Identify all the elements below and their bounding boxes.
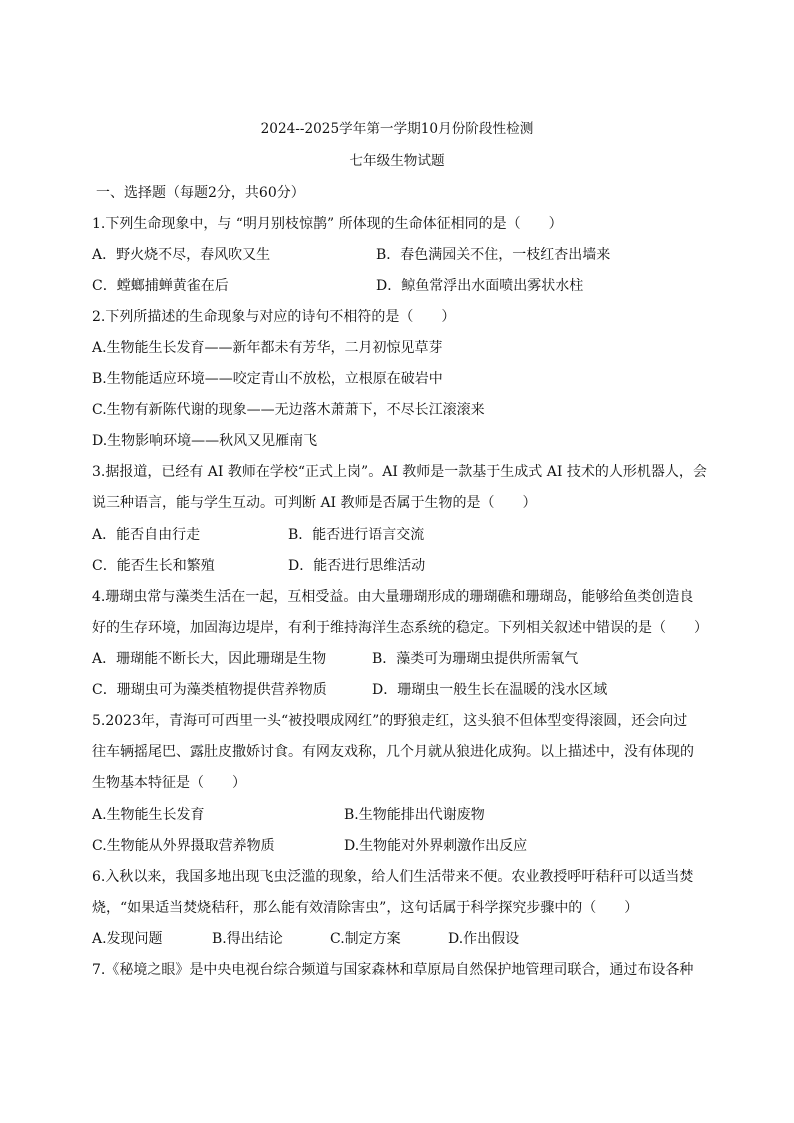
q2-stem: 2.下列所描述的生命现象与对应的诗句不相符的是（ ） [92,309,456,325]
q2-option-d: D.生物影响环境——秋风又见雁南飞 [92,433,318,449]
q4-option-a: A．珊瑚能不断长大，因此珊瑚是生物 [92,651,327,667]
q3-option-d: D．能否进行思维活动 [288,558,426,574]
exam-subtitle: 七年级生物试题 [349,153,445,169]
q6-option-b: B.得出结论 [212,931,283,947]
q7-stem-line1: 7.《秘境之眼》是中央电视台综合频道与国家森林和草原局自然保护地管理司联合，通过布设各种 [92,962,694,978]
q5-option-d: D.生物能对外界刺激作出反应 [344,838,528,854]
q1-option-d: D．鲸鱼常浮出水面喷出雾状水柱 [376,278,584,294]
q1-stem: 1.下列生命现象中，与 “明月别枝惊鹊” 所体现的生命体征相同的是（ ） [92,216,563,232]
exam-title: 2024--2025学年第一学期10月份阶段性检测 [260,121,534,137]
q1-option-c: C．螳螂捕蝉黄雀在后 [92,278,229,294]
q5-stem-line3: 生物基本特征是（ ） [92,775,246,791]
q2-option-a: A.生物能生长发育——新年都未有芳华，二月初惊见草芽 [92,340,443,356]
q6-option-c: C.制定方案 [330,931,401,947]
q3-stem-line1: 3.据报道，已经有 AI 教师在学校“正式上岗”。AI 教师是一款基于生成式 AI 技术的人形机器人，会 [92,464,707,480]
q5-option-b: B.生物能排出代谢废物 [344,807,485,823]
q6-option-d: D.作出假设 [448,931,520,947]
q4-stem-line2: 好的生存环境，加固海边堤岸，有利于维持海洋生态系统的稳定。下列相关叙述中错误的是（ ） [92,620,708,636]
q5-stem-line2: 往车辆摇尾巴、露肚皮撒娇讨食。有网友戏称，几个月就从狼进化成狗。以上描述中，没有体现的 [92,744,694,760]
q1-option-a: A．野火烧不尽，春风吹又生 [92,247,271,263]
q2-option-c: C.生物有新陈代谢的现象——无边落木萧萧下，不尽长江滚滚来 [92,402,485,418]
q4-option-b: B．藻类可为珊瑚虫提供所需氧气 [372,651,579,667]
q3-option-b: B．能否进行语言交流 [288,527,425,543]
q3-option-a: A．能否自由行走 [92,527,201,543]
q5-option-c: C.生物能从外界摄取营养物质 [92,838,275,854]
q6-option-a: A.发现问题 [92,931,163,947]
q1-option-b: B．春色满园关不住，一枝红杏出墙来 [376,247,611,263]
q5-option-a: A.生物能生长发育 [92,807,205,823]
q3-stem-line2: 说三种语言，能与学生互动。可判断 AI 教师是否属于生物的是（ ） [92,495,537,511]
q6-stem-line1: 6.入秋以来，我国多地出现飞虫泛滥的现象，给人们生活带来不便。农业教授呼吁秸秆可以适当焚 [92,869,694,885]
section-heading: 一、选择题（每题2分，共60分） [96,185,305,201]
q3-option-c: C．能否生长和繁殖 [92,558,215,574]
q2-option-b: B.生物能适应环境——咬定青山不放松，立根原在破岩中 [92,371,443,387]
q4-option-c: C．珊瑚虫可为藻类植物提供营养物质 [92,682,327,698]
q6-stem-line2: 烧，“如果适当焚烧秸秆，那么能有效清除害虫”，这句话属于科学探究步骤中的（ ） [92,900,639,916]
q4-option-d: D．珊瑚虫一般生长在温暖的浅水区域 [372,682,608,698]
q5-stem-line1: 5.2023年，青海可可西里一头“被投喂成网红”的野狼走红，这头狼不但体型变得滚圆，还会向过 [92,713,688,729]
q4-stem-line1: 4.珊瑚虫常与藻类生活在一起，互相受益。由大量珊瑚形成的珊瑚礁和珊瑚岛，能够给鱼类创造良 [92,589,694,605]
